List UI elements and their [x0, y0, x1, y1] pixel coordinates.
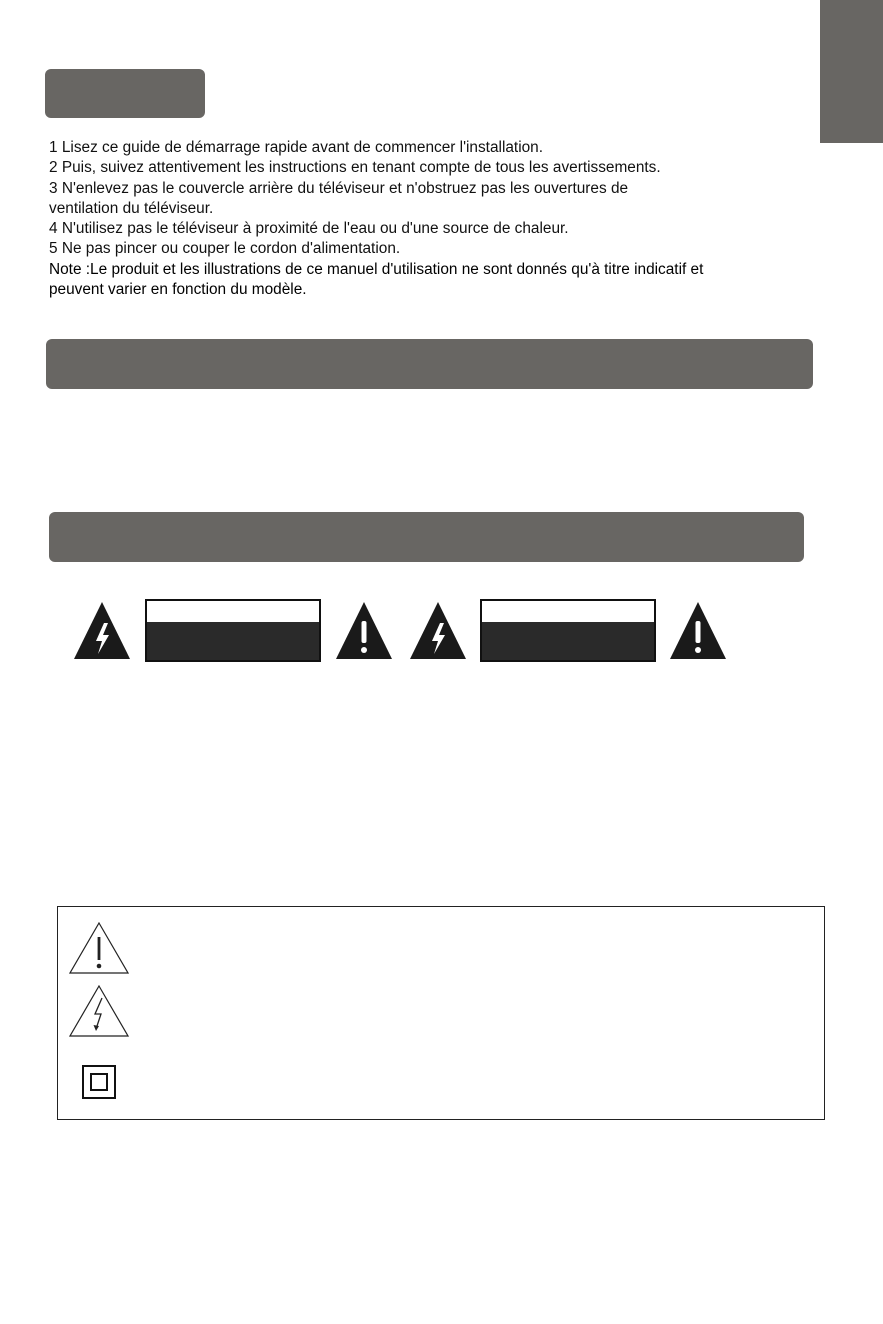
caution-label-box	[145, 599, 321, 662]
instruction-line-2: 2 Puis, suivez attentivement les instructions en tenant compte de tous les avertissements.	[49, 159, 661, 177]
instructions-list	[49, 138, 809, 300]
section-header-bar-2	[49, 512, 804, 562]
instruction-line-3: 3 N'enlevez pas le couvercle arrière du téléviseur et n'obstruez pas les ouvertures de	[49, 179, 629, 197]
lightning-outline-icon	[69, 985, 129, 1037]
exclamation-warning-icon	[669, 601, 727, 660]
lightning-warning-icon	[409, 601, 467, 660]
caution-label-box	[480, 599, 656, 662]
double-insulation-icon	[82, 1065, 116, 1099]
instruction-line-4: 4 N'utilisez pas le téléviseur à proximité de l'eau ou d'une source de chaleur.	[49, 220, 569, 238]
instruction-line-5: 5 Ne pas pincer ou couper le cordon d'alimentation.	[49, 240, 401, 258]
instruction-line-3-cont: ventilation du téléviseur.	[49, 199, 214, 217]
symbol-legend-box	[57, 906, 825, 1120]
section-header-bar-1	[46, 339, 813, 389]
note-line-1: Note :Le produit et les illustrations de ce manuel d'utilisation ne sont donnés qu'à titre indicatif et	[49, 260, 704, 278]
language-side-tab	[820, 0, 883, 143]
exclamation-outline-icon	[69, 922, 129, 974]
lightning-warning-icon	[73, 601, 131, 660]
exclamation-warning-icon	[335, 601, 393, 660]
note-line-2: peuvent varier en fonction du modèle.	[49, 281, 307, 299]
instruction-line-1: 1 Lisez ce guide de démarrage rapide avant de commencer l'installation.	[49, 139, 544, 156]
section-header-pill	[45, 69, 205, 118]
